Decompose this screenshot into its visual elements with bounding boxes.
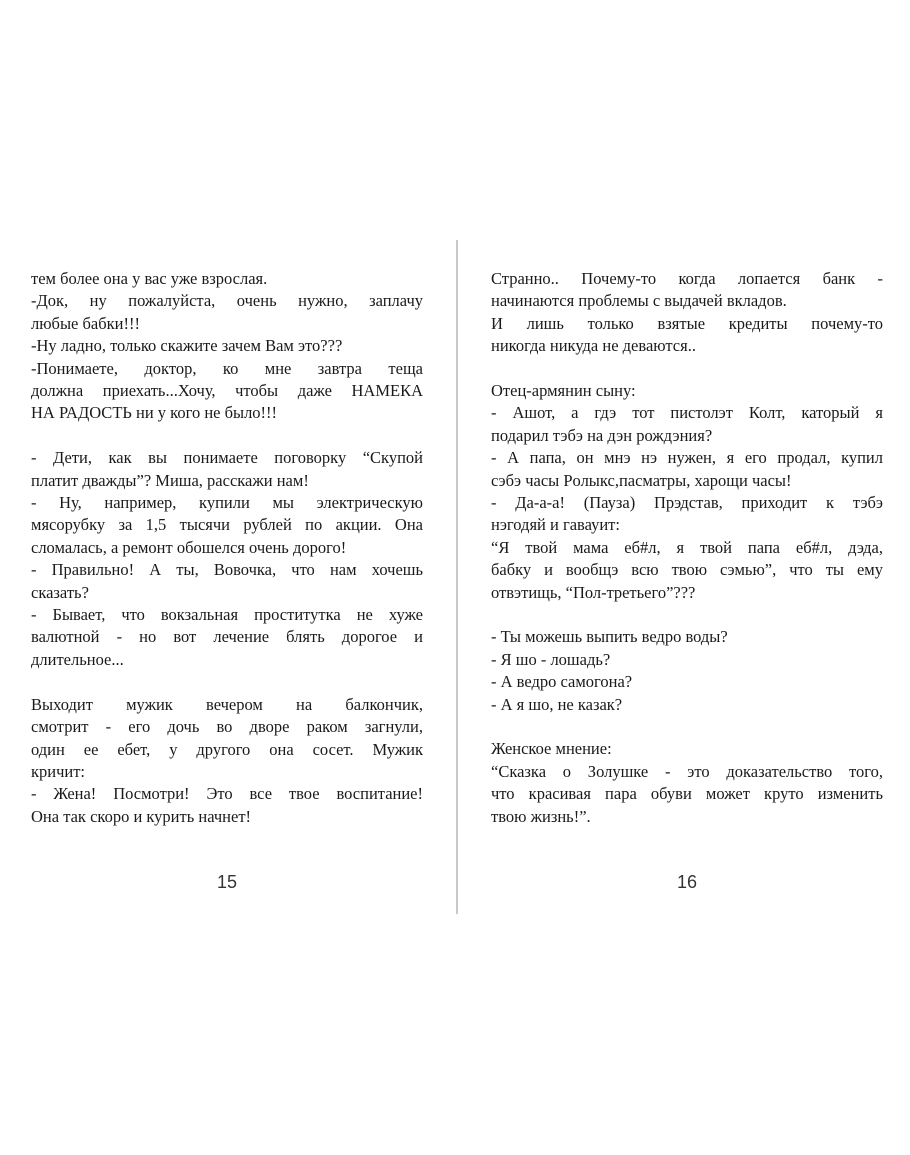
paragraph bbox=[491, 268, 883, 313]
text-line: - А я шо, не казак? bbox=[491, 694, 623, 714]
paragraph bbox=[491, 402, 883, 447]
text-line: сломалась, а ремонт обошелся очень дорого! bbox=[31, 537, 347, 557]
paragraph bbox=[31, 358, 423, 425]
text-line: отвэтищь, “Пол-тpетьего”??? bbox=[491, 582, 696, 602]
text-line: - Правильно! А ты, Вовочка, что нам хочешь bbox=[31, 560, 423, 580]
text-line: подаpил тэбэ на дэн pождэния? bbox=[491, 425, 713, 445]
paragraph bbox=[31, 290, 423, 335]
text-line: любые бабки!!! bbox=[31, 313, 140, 333]
paragraph bbox=[491, 380, 883, 402]
text-line: Женское мнение: bbox=[491, 739, 612, 759]
text-line: твою жизнь!”. bbox=[491, 806, 591, 826]
text-line: -Док, ну пожалуйста, очень нужно, заплачу bbox=[31, 291, 423, 311]
text-line: сказать? bbox=[31, 582, 89, 602]
paragraph bbox=[31, 783, 423, 828]
text-line: никогда никуда не деваются.. bbox=[491, 336, 696, 356]
text-line: бабку и вообщэ всю твою сэмью”, что ты ему bbox=[491, 560, 883, 580]
paragraph bbox=[491, 447, 883, 492]
text-line: должна приехать...Хочу, чтобы даже НАМЕКА bbox=[31, 381, 423, 401]
left-page-text bbox=[31, 268, 423, 828]
text-line: “Я твой мама еб#л, я твой папа еб#л, дэда, bbox=[491, 537, 883, 557]
text-line: И лишь только взятые кредиты почему-то bbox=[491, 313, 883, 333]
text-line: мясорубку за 1,5 тысячи рублей по акции. Она bbox=[31, 515, 423, 535]
paragraph bbox=[31, 694, 423, 784]
text-line: - Дети, как вы понимаете поговорку “Скупой bbox=[31, 448, 423, 468]
text-line: валютной - но вот лечение блять дорогое и bbox=[31, 627, 423, 647]
text-line: - А папа, он мнэ нэ нужен, я его пpодал, купил bbox=[491, 448, 883, 468]
text-line: -Ну ладно, только скажите зачем Вам это??? bbox=[31, 336, 343, 356]
paragraph bbox=[31, 492, 423, 559]
text-line: один ее ебет, у другого она сосет. Мужик bbox=[31, 739, 423, 759]
text-line: НА РАДОСТЬ ни у кого не было!!! bbox=[31, 403, 278, 423]
text-line: -Понимаете, доктор, ко мне завтра теща bbox=[31, 358, 423, 378]
paragraph bbox=[31, 447, 423, 492]
text-line: - Да-а-а! (Пауза) Пpэдстав, пpиходит к тэбэ bbox=[491, 493, 883, 513]
paragraph bbox=[31, 604, 423, 671]
paragraph bbox=[491, 738, 883, 760]
paragraph bbox=[31, 559, 423, 604]
paragraph bbox=[491, 492, 883, 537]
paragraph bbox=[491, 694, 883, 716]
text-line: Отец-армянин сыну: bbox=[491, 381, 636, 401]
paragraph bbox=[491, 671, 883, 693]
paragraph bbox=[491, 761, 883, 828]
page-number-left: 15 bbox=[217, 872, 238, 892]
text-line: сэбэ часы Pолыкс,пасматpы, хаpощи часы! bbox=[491, 470, 792, 490]
text-line: Странно.. Почему-то когда лопается банк - bbox=[491, 269, 883, 288]
page-divider bbox=[456, 240, 458, 914]
text-line: кричит: bbox=[31, 761, 86, 781]
paragraph bbox=[31, 268, 423, 290]
page-number-right: 16 bbox=[677, 872, 698, 892]
text-line: смотрит - его дочь во дворе раком загнули, bbox=[31, 717, 423, 737]
paragraph bbox=[491, 537, 883, 604]
text-line: длительное... bbox=[31, 649, 124, 669]
text-line: Выходит мужик вечером на балкончик, bbox=[31, 694, 423, 714]
text-line: - Бывает, что вокзальная проститутка не хуже bbox=[31, 605, 423, 625]
text-line: “Сказка о Золушке - это доказательство того, bbox=[491, 761, 883, 781]
right-page-text bbox=[491, 268, 883, 828]
text-line: - А ведро самогона? bbox=[491, 672, 633, 692]
paragraph bbox=[491, 313, 883, 358]
text-line: - Ну, например, купили мы электрическую bbox=[31, 493, 423, 513]
text-line: нэгодяй и гавауит: bbox=[491, 515, 620, 535]
text-line: - Жена! Посмотри! Это все твое воспитание! bbox=[31, 784, 423, 804]
text-line: что красивая пара обуви может круто изменить bbox=[491, 784, 883, 804]
paragraph bbox=[491, 649, 883, 671]
text-line: - Я шо - лошадь? bbox=[491, 649, 611, 669]
text-line: тем более она у вас уже взрослая. bbox=[31, 269, 268, 288]
text-line: - Ты можешь выпить ведро воды? bbox=[491, 627, 728, 647]
text-line: начинаются проблемы с выдачей вкладов. bbox=[491, 291, 787, 311]
text-line: Она так скоро и курить начнет! bbox=[31, 806, 252, 826]
paragraph bbox=[31, 335, 423, 357]
text-line: - Ашот, а гдэ тот пистолэт Колт, катоpый я bbox=[491, 403, 883, 423]
text-line: платит дважды”? Миша, расскажи нам! bbox=[31, 470, 309, 490]
paragraph bbox=[491, 626, 883, 648]
